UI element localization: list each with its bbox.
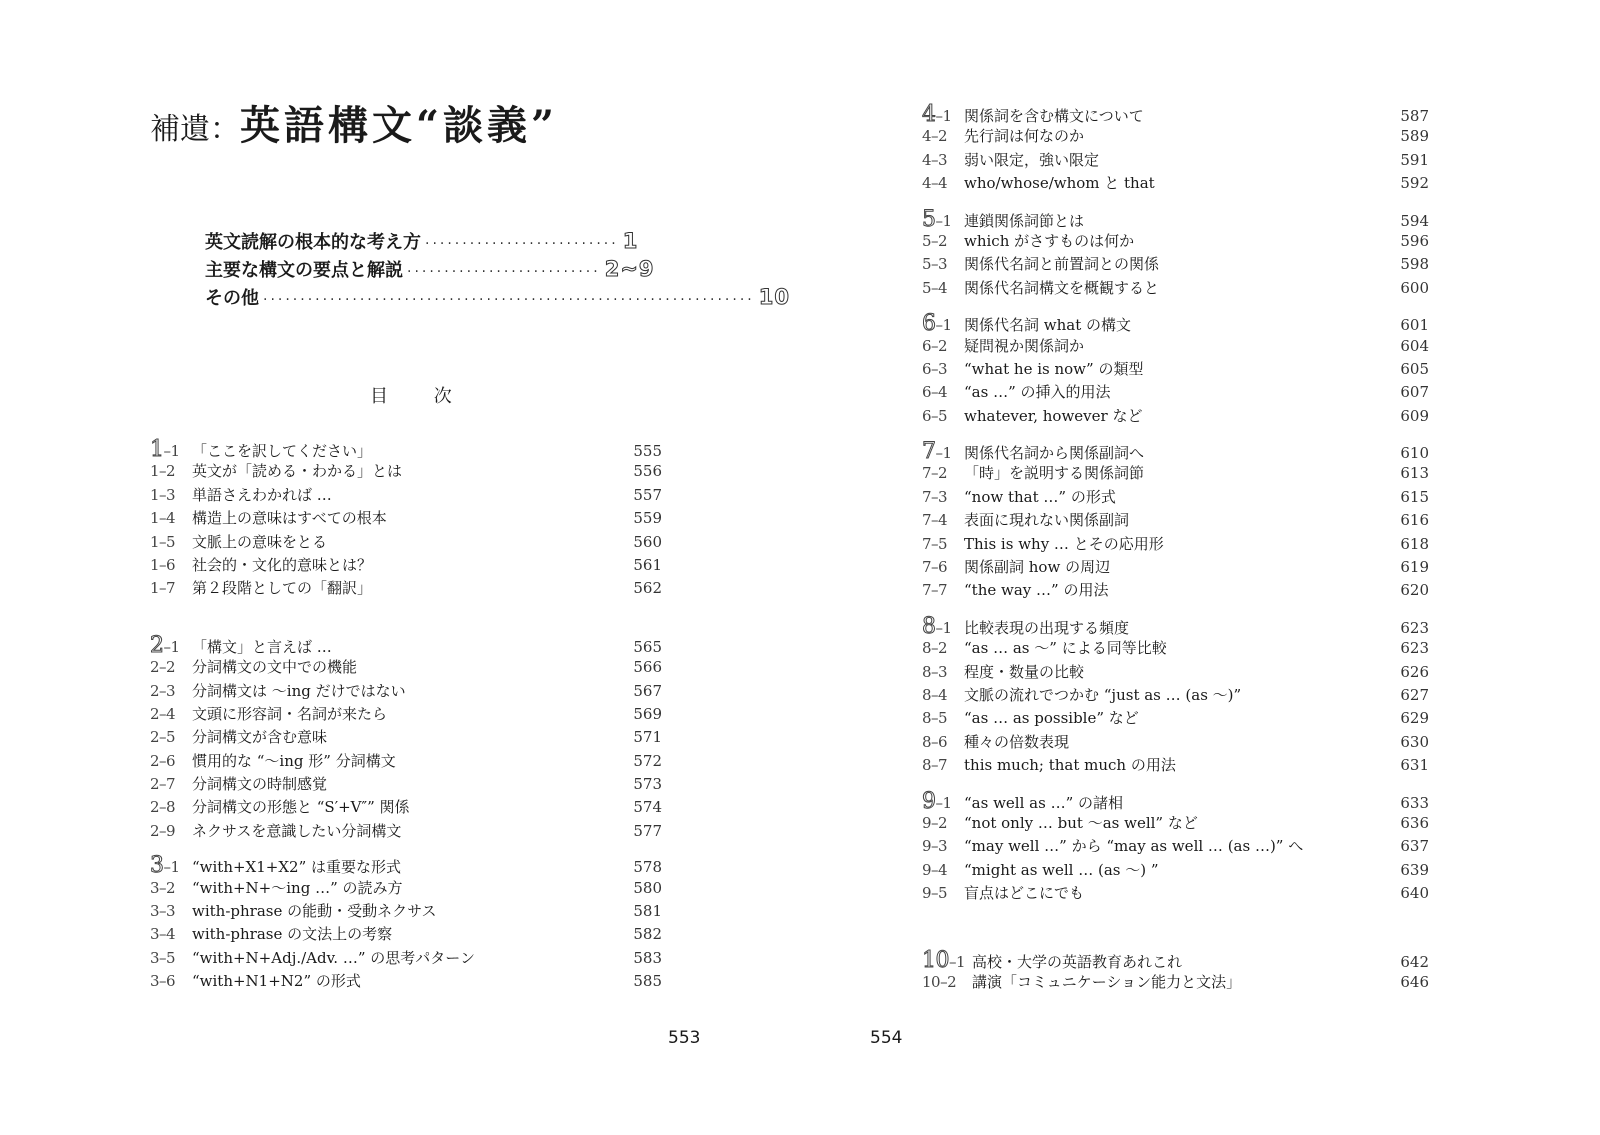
entry-page: 646 [1400,972,1429,991]
entry-title: 関係代名詞から関係副詞へ [964,444,1145,463]
toc-entry [922,381,1429,404]
entry-page: 566 [633,658,662,677]
entry-page: 609 [1400,406,1429,425]
entry-page: 578 [633,858,662,877]
appendix-title [150,102,559,149]
entry-number: 4–4 [922,174,948,193]
toc-section [150,633,662,844]
toc-entry [922,486,1429,509]
entry-number: 7–7 [922,581,948,600]
entry-title: “with+N+Adj./Adv. …” の思考パターン [192,948,475,967]
entry-page: 618 [1400,534,1429,553]
entry-number: 9–4 [922,860,948,879]
entry-number: 4–2 [922,127,948,146]
entry-number: 1–7 [150,579,176,598]
toc-entry [922,439,1429,465]
entry-title: 先行詞は何なのか [964,127,1085,146]
entry-title: 分詞構文は ～ing だけではない [192,681,406,700]
overview-ref: 1 [622,229,639,253]
entry-title: this much; that much の用法 [964,756,1176,775]
entry-number: 9–3 [922,837,948,856]
entry-title: This is why … とその応用形 [964,534,1164,553]
entry-page: 607 [1400,383,1429,402]
chapter-number: 9 [922,788,936,814]
toc-entry [922,277,1429,300]
entry-title: 社会的・文化的意味とは？ [192,555,373,574]
chapter-number: 1 [150,437,164,462]
entry-number: 2–7 [150,775,176,794]
toc-entry [922,579,1429,602]
entry-title: with-phrase の文法上の考察 [192,925,393,944]
title-main: 英語構文“談義” [240,102,559,149]
toc-column-right [922,102,1429,994]
toc-entry [922,637,1429,660]
entry-number: 2–5 [150,728,176,747]
entry-title: 文脈上の意味をとる [192,532,328,551]
entry-title: “now that …” の形式 [964,487,1116,506]
entry-title: 英文が「読める・わかる」とは [192,462,403,481]
entry-number: 6–2 [922,336,948,355]
entry-number: 1–3 [150,485,176,504]
entry-title: 分詞構文の形態と “S′+V″” 関係 [192,798,410,817]
entry-title: 関係代名詞と前置詞との関係 [964,255,1160,274]
toc-entry [150,820,662,843]
entry-number: 8–3 [922,662,948,681]
toc-entry [150,577,662,600]
toc-entry [922,462,1429,485]
toc-section [922,439,1429,603]
entry-title: 分詞構文の文中での機能 [192,658,358,677]
toc-entry [922,556,1429,579]
toc-entry [922,405,1429,428]
overview-row [205,284,790,312]
entry-page: 600 [1400,278,1429,297]
entry-page: 615 [1400,487,1429,506]
entry-title: “with+X1+X2” は重要な形式 [192,858,402,877]
toc-section [150,853,662,993]
toc-entry [922,835,1429,858]
toc-entry [922,230,1429,253]
entry-page: 565 [633,637,662,656]
toc-entry [922,882,1429,905]
entry-title: 構造上の意味はすべての根本 [192,509,387,528]
toc-entry [922,971,1429,994]
entry-number: 2–2 [150,658,176,677]
entry-title: with-phrase の能動・受動ネクサス [192,902,437,921]
entry-number: 8–4 [922,685,948,704]
entry-page: 619 [1400,558,1429,577]
toc-entry [150,656,662,679]
overview-list [205,228,790,312]
entry-title: 盲点はどこにでも [964,884,1085,903]
toc-entry [150,531,662,554]
toc-section [922,207,1429,301]
entry-title: 「時」を説明する関係詞節 [964,464,1145,483]
entry-number: 6–1 [922,311,952,337]
entry-title: 文頭に形容詞・名詞が来たら [192,704,388,723]
entry-title: 表面に現れない関係副詞 [964,511,1130,530]
entry-title: “the way …” の用法 [964,581,1109,600]
entry-number: 3–4 [150,925,176,944]
entry-page: 574 [633,798,662,817]
toc-entry [922,311,1429,337]
entry-number: 3–5 [150,948,176,967]
entry-number: 2–4 [150,704,176,723]
entry-title: which がさすものは何か [964,231,1135,250]
toc-entry [150,554,662,577]
toc-section [150,437,662,601]
entry-page: 613 [1400,464,1429,483]
toc-entry [922,533,1429,556]
toc-entry [922,707,1429,730]
entry-title: 関係詞を含む構文について [964,107,1144,125]
entry-number: 8–1 [922,613,952,639]
entry-title: ネクサスを意識したい分詞構文 [192,821,402,840]
chapter-number: 3 [150,853,164,879]
toc-column-left [150,437,662,994]
entry-title: 関係副詞 how の周辺 [964,558,1111,577]
entry-number: 6–5 [922,406,948,425]
entry-page: 604 [1400,336,1429,355]
toc-entry [150,970,662,993]
chapter-number: 5 [922,206,936,232]
entry-number: 10–2 [922,972,957,991]
entry-page: 557 [633,485,662,504]
entry-page: 633 [1400,793,1429,812]
entry-title: 慣用的な “～ing 形” 分詞構文 [192,751,396,770]
toc-entry [150,460,662,483]
entry-title: 程度・数量の比較 [964,662,1085,681]
overview-ref: 2~9 [604,257,655,281]
entry-number: 9–5 [922,884,948,903]
title-prefix: 補遺： [150,112,240,147]
toc-section [922,102,1429,196]
chapter-number: 6 [922,311,936,337]
entry-number: 1–5 [150,532,176,551]
entry-page: 601 [1400,316,1429,335]
toc-entry [922,172,1429,195]
chapter-number: 7 [922,439,936,465]
toc-section [922,948,1429,995]
entry-page: 626 [1400,662,1429,681]
entry-page: 560 [633,532,662,551]
toc-entry [922,948,1429,971]
entry-page: 585 [633,972,662,991]
overview-row [205,228,639,256]
toc-entry [150,900,662,923]
entry-title: “with+N+～ing …” の読み方 [192,878,403,897]
entry-number: 4–3 [922,150,948,169]
entry-title: 単語さえわかれば … [192,485,332,504]
entry-page: 636 [1400,813,1429,832]
entry-page: 567 [633,681,662,700]
toc-entry [922,812,1429,835]
entry-number: 2–1 [150,632,180,658]
entry-number: 2–8 [150,798,176,817]
entry-number: 1–6 [150,555,176,574]
toc-entry [922,614,1429,637]
leader-dots: ·························· [407,264,601,280]
toc-entry [150,853,662,879]
entry-number: 7–2 [922,464,948,483]
entry-page: 620 [1400,581,1429,600]
entry-title: 連鎖関係詞節とは [964,211,1085,230]
toc-entry [150,750,662,773]
entry-number: 8–6 [922,732,948,751]
entry-number: 3–6 [150,972,176,991]
entry-number: 8–7 [922,756,948,775]
entry-page: 592 [1400,174,1429,193]
toc-entry [922,859,1429,882]
toc-entry [922,335,1429,358]
entry-title: “not only … but ～as well” など [964,813,1198,832]
toc-entry [150,507,662,530]
entry-title: 比較表現の出現する頻度 [964,618,1130,637]
entry-number: 5–2 [922,231,948,250]
entry-number: 1–4 [150,509,176,528]
toc-entry [150,633,662,656]
entry-title: 「構文」と言えば … [192,637,332,656]
entry-title: who/whose/whom と that [964,174,1155,193]
entry-title: 講演「コミュニケーション能力と文法」 [972,972,1242,991]
entry-number: 2–3 [150,681,176,700]
entry-title: 高校・大学の英語教育あれこれ [972,952,1183,971]
toc-entry [150,877,662,900]
entry-number: 7–5 [922,534,948,553]
entry-page: 637 [1400,837,1429,856]
entry-number: 5–1 [922,206,952,232]
entry-number: 7–3 [922,487,948,506]
toc-entry [150,703,662,726]
overview-row [205,256,655,284]
entry-page: 580 [633,878,662,897]
toc-entry [150,437,662,460]
entry-title: 種々の倍数表現 [964,732,1070,751]
entry-page: 642 [1400,952,1429,971]
entry-page: 591 [1400,150,1429,169]
leader-dots: ·································································· [263,292,755,308]
entry-title: 第２段階としての「翻訳」 [192,579,373,598]
entry-page: 555 [633,442,662,460]
chapter-number: 8 [922,613,936,639]
entry-number: 3–3 [150,902,176,921]
entry-number: 5–4 [922,278,948,297]
entry-title: 分詞構文の時制感覚 [192,775,328,794]
entry-title: “as …” の挿入的用法 [964,383,1111,402]
entry-page: 587 [1400,107,1429,125]
entry-page: 594 [1400,211,1429,230]
page-number-left: 553 [668,1028,701,1048]
toc-section [922,614,1429,778]
toc-entry [922,684,1429,707]
entry-page: 627 [1400,685,1429,704]
entry-page: 556 [633,462,662,481]
entry-title: “might as well … (as ～) ” [964,860,1159,879]
toc-entry [922,731,1429,754]
entry-page: 581 [633,902,662,921]
toc-entry [922,149,1429,172]
entry-number: 2–9 [150,821,176,840]
entry-number: 9–2 [922,813,948,832]
overview-label: 英文読解の根本的な考え方 [205,232,421,253]
entry-page: 596 [1400,231,1429,250]
entry-page: 630 [1400,732,1429,751]
entry-title: 関係代名詞 what の構文 [964,316,1132,335]
toc-entry [922,661,1429,684]
toc-entry [922,754,1429,777]
entry-title: 疑問視か関係詞か [964,336,1085,355]
entry-title: 関係代名詞構文を概観すると [964,278,1160,297]
entry-title: “as … as possible” など [964,709,1139,728]
toc-entry [150,773,662,796]
leader-dots: ·························· [425,236,619,252]
entry-page: 589 [1400,127,1429,146]
entry-page: 559 [633,509,662,528]
entry-title: “may well …” から “may as well … (as …)” へ [964,837,1304,856]
entry-number: 7–4 [922,511,948,530]
entry-number: 4–1 [922,102,952,127]
entry-number: 2–6 [150,751,176,770]
entry-number: 7–1 [922,439,952,465]
entry-number: 3–2 [150,878,176,897]
entry-title: “as well as …” の諸相 [964,793,1124,812]
entry-page: 623 [1400,618,1429,637]
entry-title: whatever, however など [964,406,1143,425]
entry-number: 1–1 [150,437,180,462]
entry-page: 629 [1400,709,1429,728]
toc-entry [922,509,1429,532]
entry-page: 562 [633,579,662,598]
toc-entry [150,796,662,819]
toc-entry [922,102,1429,125]
toc-entry [922,207,1429,230]
entry-page: 573 [633,775,662,794]
entry-number: 6–4 [922,383,948,402]
entry-number: 10–1 [922,947,966,973]
entry-number: 3–1 [150,853,180,879]
toc-entry [150,484,662,507]
entry-page: 583 [633,948,662,967]
entry-page: 640 [1400,884,1429,903]
chapter-number: 10 [922,947,949,973]
entry-page: 639 [1400,860,1429,879]
entry-title: “with+N1+N2” の形式 [192,972,361,991]
entry-page: 605 [1400,359,1429,378]
page-number-right: 554 [870,1028,903,1048]
toc-entry [922,789,1429,812]
entry-page: 577 [633,821,662,840]
entry-title: 弱い限定，強い限定 [964,150,1100,169]
toc-heading: 目 次 [370,386,472,407]
entry-page: 571 [633,728,662,747]
entry-title: 文脈の流れでつかむ “just as … (as ～)” [964,685,1242,704]
entry-number: 8–2 [922,639,948,658]
entry-page: 623 [1400,639,1429,658]
entry-title: “as … as ～” による同等比較 [964,639,1167,658]
toc-entry [150,947,662,970]
chapter-number: 2 [150,632,164,658]
toc-entry [150,726,662,749]
toc-entry [922,253,1429,276]
entry-title: 分詞構文が含む意味 [192,728,328,747]
entry-page: 610 [1400,444,1429,463]
entry-number: 5–3 [922,255,948,274]
toc-entry [922,358,1429,381]
overview-label: その他 [205,288,259,309]
toc-section [922,789,1429,906]
entry-page: 582 [633,925,662,944]
entry-page: 572 [633,751,662,770]
toc-entry [150,923,662,946]
overview-label: 主要な構文の要点と解説 [205,260,403,281]
toc-section [922,311,1429,428]
entry-title: 「ここを訳してください」 [192,442,373,460]
entry-page: 616 [1400,511,1429,530]
entry-number: 9–1 [922,788,952,814]
entry-page: 569 [633,704,662,723]
toc-entry [150,680,662,703]
chapter-number: 4 [922,102,936,127]
entry-page: 631 [1400,756,1429,775]
entry-page: 598 [1400,255,1429,274]
entry-number: 1–2 [150,462,176,481]
toc-entry [922,125,1429,148]
entry-number: 6–3 [922,359,948,378]
entry-page: 561 [633,555,662,574]
entry-number: 7–6 [922,558,948,577]
overview-ref: 10 [758,285,790,309]
entry-number: 8–5 [922,709,948,728]
entry-title: “what he is now” の類型 [964,359,1144,378]
